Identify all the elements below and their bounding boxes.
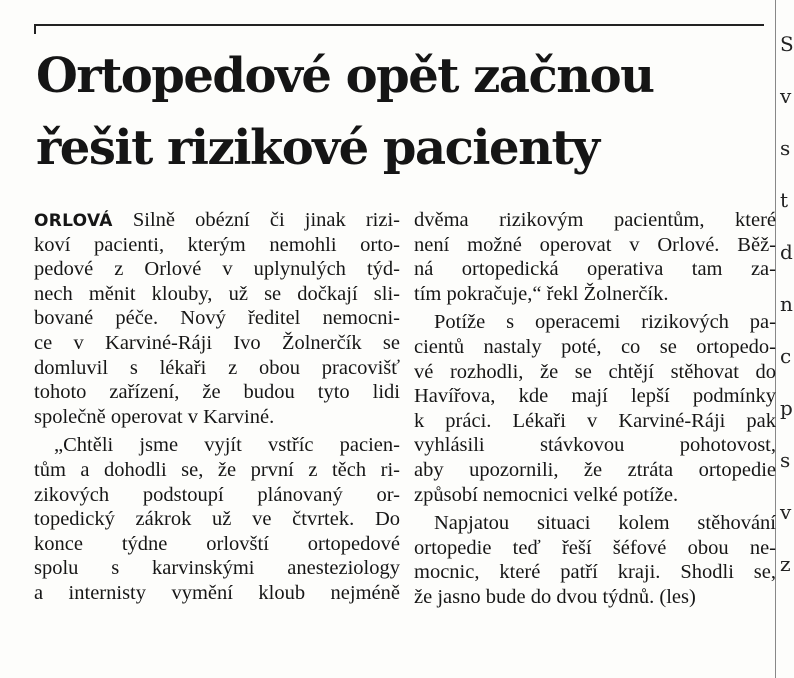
body-line: ce v Karviné-Ráji Ivo Žolnerčík se [34, 331, 400, 354]
body-line: k práci. Lékaři v Karviné-Ráji pak [414, 409, 776, 432]
body-text: Silně obézní či jinak rizi- [132, 209, 400, 231]
body-line: spolu s karvinskými anesteziology [34, 557, 400, 580]
article-column-right [414, 208, 776, 610]
body-line: pedové z Orlové v uplynulých týd- [34, 258, 400, 281]
body-line: tům a dohodli se, že první z těch ri- [34, 458, 400, 481]
body-line: domluvil s lékaři z obou pracovišť [34, 356, 400, 379]
body-line: ortopedie teď řeší šéfové obou ne- [414, 536, 776, 559]
body-line: vé rozhodli, že se chtějí stěhovat do [414, 360, 776, 383]
edge-glyph: c [780, 344, 792, 368]
body-line: mocnic, které patří kraji. Shodli se, [414, 561, 776, 584]
body-line: zikových podstoupí plánovaný or- [34, 483, 400, 506]
edge-glyph: t [780, 188, 789, 212]
edge-glyph: v [780, 500, 792, 524]
body-line-first [34, 208, 400, 233]
edge-glyph: S [780, 32, 794, 56]
body-line: Potíže s operacemi rizikových pa- [434, 311, 776, 334]
body-line: nech měnit klouby, už se dočkají sli- [34, 282, 400, 305]
body-line: není možné operovat v Orlové. Běž- [414, 233, 776, 256]
body-line: aby upozornili, že ztráta ortopedie [414, 458, 776, 481]
body-line: společně operovat v Karviné. [34, 405, 275, 428]
body-line: bované péče. Nový ředitel nemocni- [34, 307, 400, 330]
edge-glyph: z [780, 552, 791, 576]
edge-glyph: s [780, 448, 791, 472]
edge-glyph: v [780, 84, 792, 108]
body-line: dvěma rizikovým pacientům, které [414, 209, 776, 231]
body-line: vyhlásili stávkovou pohotovost, [414, 434, 776, 457]
body-line: „Chtěli jsme vyjít vstříc pacien- [54, 434, 400, 457]
edge-glyph: s [780, 136, 791, 160]
body-line: tím pokračuje,“ řekl Žolnerčík. [414, 282, 669, 305]
body-line: Napjatou situaci kolem stěhování [434, 512, 776, 535]
body-line: že jasno bude do dvou týdnů. (les) [414, 585, 696, 608]
article-headline [36, 40, 776, 184]
headline-line: řešit rizikové pacienty [36, 120, 599, 176]
top-rule [34, 24, 764, 26]
body-line: tohoto zařízení, že budou tyto lidi [34, 381, 400, 404]
body-line: způsobí nemocnici velké potíže. [414, 483, 679, 506]
body-line: cientů nastaly poté, co se ortopedo- [414, 335, 776, 358]
adjacent-article-edge [780, 18, 792, 590]
body-line: konce týdne orlovští ortopedové [34, 532, 400, 555]
body-line: ná ortopedická operativa tam za- [414, 258, 776, 281]
body-line: a internisty vymění kloub nejméně [34, 581, 400, 604]
article-column-left [34, 208, 400, 606]
edge-glyph: p [780, 396, 793, 420]
body-line: topedický zákrok už ve čtvrtek. Do [34, 508, 400, 531]
dateline: ORLOVÁ [34, 211, 113, 231]
body-line: Havířova, kde mají lepší podmínky [414, 385, 776, 408]
body-line: koví pacienti, kterým nemohli orto- [34, 233, 400, 256]
edge-glyph: d [780, 240, 793, 264]
headline-line: Ortopedové opět začnou [36, 48, 654, 104]
top-rule-tick [34, 26, 36, 34]
edge-glyph: n [780, 292, 793, 316]
